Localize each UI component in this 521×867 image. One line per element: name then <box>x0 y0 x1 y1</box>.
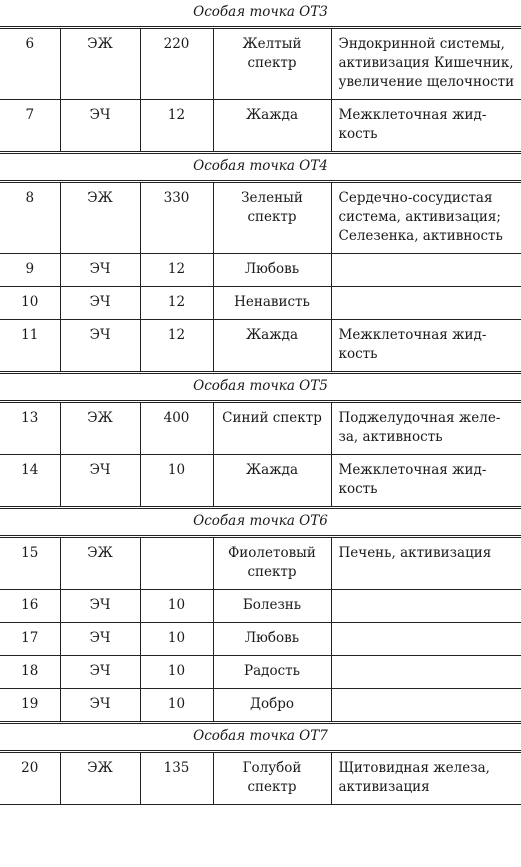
cell-name: Желтый спектр <box>213 28 331 100</box>
cell-number: 6 <box>0 28 60 100</box>
cell-number: 10 <box>0 287 60 320</box>
cell-description <box>331 623 521 656</box>
section-header-row <box>0 723 521 752</box>
table-row <box>0 182 521 254</box>
cell-number: 17 <box>0 623 60 656</box>
cell-type: ЭЧ <box>60 287 140 320</box>
cell-name: Добро <box>213 689 331 723</box>
cell-value: 10 <box>140 455 213 508</box>
table-row <box>0 254 521 287</box>
cell-name: Любовь <box>213 623 331 656</box>
cell-number: 19 <box>0 689 60 723</box>
cell-description <box>331 287 521 320</box>
table-row <box>0 287 521 320</box>
cell-type: ЭЧ <box>60 689 140 723</box>
cell-description <box>331 254 521 287</box>
cell-value: 135 <box>140 752 213 805</box>
cell-type: ЭЧ <box>60 656 140 689</box>
cell-value: 330 <box>140 182 213 254</box>
section-title: Особая точка ОТ7 <box>0 723 521 752</box>
table-row <box>0 100 521 153</box>
table-row <box>0 752 521 805</box>
cell-description <box>331 656 521 689</box>
cell-description: Эндокринной системы, активизация Кишечник, увеличение щелочности <box>331 28 521 100</box>
cell-name: Фиолетовый спектр <box>213 537 331 590</box>
cell-description: Межклеточная жид-кость <box>331 320 521 373</box>
cell-name: Синий спектр <box>213 402 331 455</box>
cell-description: Сердечно-сосудистая система, активизация; Селезенка, активность <box>331 182 521 254</box>
cell-description: Межклеточная жид-кость <box>331 455 521 508</box>
cell-value: 12 <box>140 100 213 153</box>
cell-type: ЭЧ <box>60 590 140 623</box>
cell-description: Печень, активизация <box>331 537 521 590</box>
cell-name: Жажда <box>213 455 331 508</box>
section-header-row <box>0 0 521 28</box>
section-title: Особая точка ОТ5 <box>0 373 521 402</box>
cell-name: Жажда <box>213 100 331 153</box>
section-header-row <box>0 508 521 537</box>
section-title: Особая точка ОТ6 <box>0 508 521 537</box>
cell-value: 10 <box>140 689 213 723</box>
cell-name: Болезнь <box>213 590 331 623</box>
cell-name: Ненависть <box>213 287 331 320</box>
cell-type: ЭЧ <box>60 100 140 153</box>
cell-number: 16 <box>0 590 60 623</box>
cell-number: 7 <box>0 100 60 153</box>
table-row <box>0 590 521 623</box>
table-row <box>0 320 521 373</box>
cell-value: 10 <box>140 656 213 689</box>
table-row <box>0 656 521 689</box>
cell-number: 14 <box>0 455 60 508</box>
cell-value: 10 <box>140 590 213 623</box>
cell-type: ЭЖ <box>60 537 140 590</box>
cell-number: 9 <box>0 254 60 287</box>
cell-type: ЭЖ <box>60 402 140 455</box>
cell-name: Радость <box>213 656 331 689</box>
section-title: Особая точка ОТ3 <box>0 0 521 28</box>
cell-value: 400 <box>140 402 213 455</box>
section-header-row <box>0 373 521 402</box>
cell-type: ЭЖ <box>60 752 140 805</box>
cell-name: Голубой спектр <box>213 752 331 805</box>
table-row <box>0 689 521 723</box>
cell-type: ЭЖ <box>60 182 140 254</box>
cell-value: 220 <box>140 28 213 100</box>
cell-value: 10 <box>140 623 213 656</box>
cell-type: ЭЧ <box>60 320 140 373</box>
cell-type: ЭЧ <box>60 623 140 656</box>
cell-number: 13 <box>0 402 60 455</box>
cell-number: 20 <box>0 752 60 805</box>
cell-description <box>331 590 521 623</box>
cell-number: 15 <box>0 537 60 590</box>
cell-description: Щитовидная железа, активизация <box>331 752 521 805</box>
cell-description: Межклеточная жид-кость <box>331 100 521 153</box>
cell-number: 18 <box>0 656 60 689</box>
cell-type: ЭЖ <box>60 28 140 100</box>
section-title: Особая точка ОТ4 <box>0 153 521 182</box>
cell-type: ЭЧ <box>60 254 140 287</box>
cell-number: 8 <box>0 182 60 254</box>
cell-description: Поджелудочная желе-за, активность <box>331 402 521 455</box>
cell-name: Зеленый спектр <box>213 182 331 254</box>
table-row <box>0 402 521 455</box>
cell-value <box>140 537 213 590</box>
cell-value: 12 <box>140 287 213 320</box>
cell-type: ЭЧ <box>60 455 140 508</box>
cell-description <box>331 689 521 723</box>
cell-value: 12 <box>140 320 213 373</box>
cell-number: 11 <box>0 320 60 373</box>
table-row <box>0 455 521 508</box>
cell-name: Любовь <box>213 254 331 287</box>
table-row <box>0 28 521 100</box>
table-row <box>0 623 521 656</box>
section-header-row <box>0 153 521 182</box>
table-row <box>0 537 521 590</box>
cell-name: Жажда <box>213 320 331 373</box>
cell-value: 12 <box>140 254 213 287</box>
